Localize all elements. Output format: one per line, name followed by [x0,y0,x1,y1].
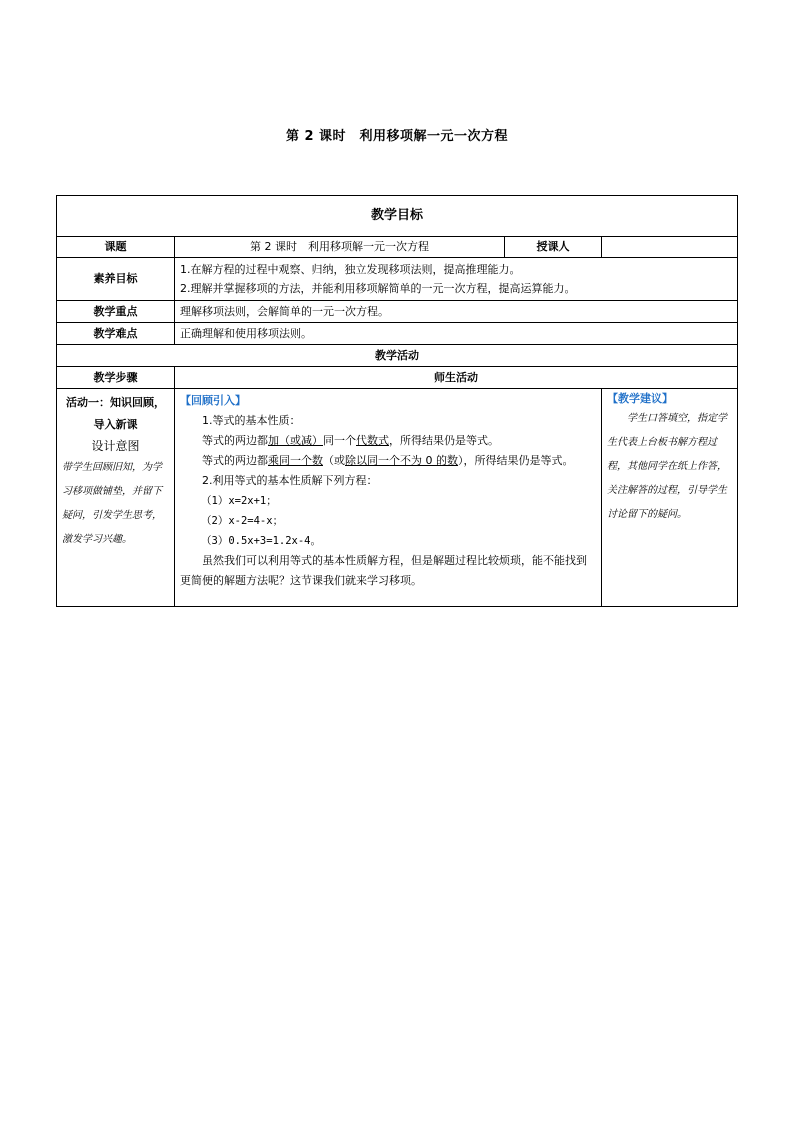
activities-header-row [57,345,738,367]
teacher-value [602,237,738,258]
goal-item: 1.在解方程的过程中观察、归纳，独立发现移项法则，提高推理能力。 [180,263,521,276]
suggestion-tag: 【教学建议】 [607,392,673,405]
activity-title: 活动一：知识回顾，导入新课 [66,396,165,431]
topic-value: 第 2 课时 利用移项解一元一次方程 [175,237,505,258]
goal-item: 2.理解并掌握移项的方法，并能利用移项解简单的一元一次方程，提高运算能力。 [180,282,576,295]
paragraph: 等式的两边都乘同一个数（或除以同一个不为 0 的数），所得结果仍是等式。 [202,454,574,467]
paragraph: 1.等式的基本性质： [202,414,301,427]
suggestion-text: 学生口答填空，指定学生代表上台板书解方程过程，其他同学在纸上作答，关注解答的过程，引导学生讨论留下的疑问。 [607,413,727,520]
design-intent-text: 带学生回顾旧知，为学习移项做铺垫，并留下疑问，引发学生思考，激发学习兴趣。 [62,462,162,545]
paragraph: 2.利用等式的基本性质解下列方程： [202,474,378,487]
design-intent-title: 设计意图 [91,439,140,453]
equation-item: （1）x=2x+1； [201,495,277,507]
goals-content [175,258,738,301]
steps-header-row [57,367,738,389]
difficulty-text: 正确理解和使用移项法则。 [175,323,738,345]
paragraph: 虽然我们可以利用等式的基本性质解方程，但是解题过程比较烦琐，能不能找到更简便的解题方法呢？这节课我们就来学习移项。 [180,554,587,587]
difficulty-row [57,323,738,345]
steps-label: 教学步骤 [57,367,175,389]
goals-row [57,258,738,301]
activity-content-cell [175,389,602,607]
key-point-label: 教学重点 [57,301,175,323]
header-row [57,196,738,237]
equation-item: （3）0.5x+3=1.2x-4。 [201,535,322,547]
page-title: 第 2 课时 利用移项解一元一次方程 [285,129,509,144]
key-point-text: 理解移项法则，会解简单的一元一次方程。 [175,301,738,323]
key-point-row [57,301,738,323]
topic-label: 课题 [57,237,175,258]
topic-row [57,237,738,258]
activity-step-cell [57,389,175,607]
paragraph: 等式的两边都加（或减）同一个代数式，所得结果仍是等式。 [202,434,499,447]
steps-activity-label: 师生活动 [175,367,738,389]
lesson-plan-table [56,195,738,607]
teacher-label: 授课人 [505,237,602,258]
equation-item: （2）x-2=4-x； [201,515,284,527]
teaching-goals-header: 教学目标 [57,196,738,237]
activities-header: 教学活动 [57,345,738,367]
difficulty-label: 教学难点 [57,323,175,345]
activity-row [57,389,738,607]
suggestion-cell [602,389,738,607]
goals-label: 素养目标 [57,258,175,301]
review-tag: 【回顾引入】 [180,394,246,407]
